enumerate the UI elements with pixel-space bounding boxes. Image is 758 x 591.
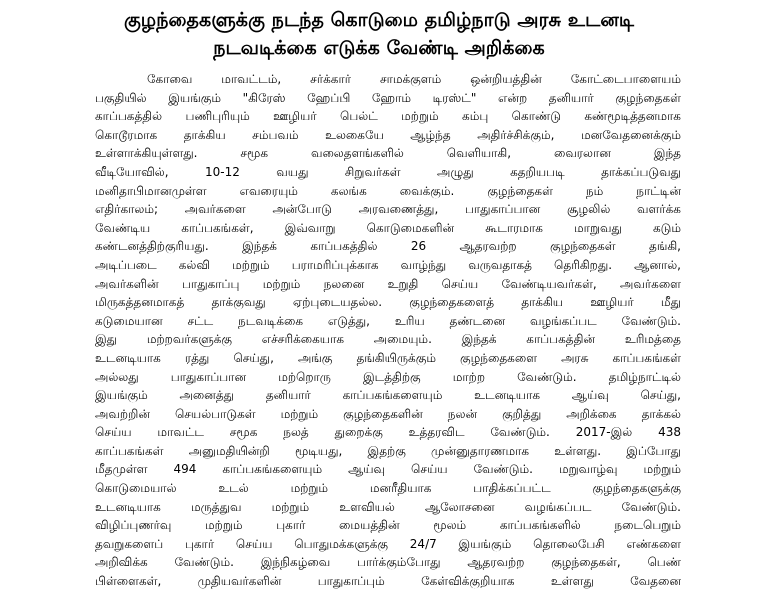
- body-line: கண்டனத்திற்குரியது. இந்தக் காப்பகத்தில் 26 ஆதரவற்ற குழந்தைகள் தங்கி,: [95, 239, 681, 254]
- body-line: காப்பகத்தில் பணிபுரியும் ஊழியர் பெல்ட் மற்றும் கம்பு கொண்டு கண்மூடித்தனமாக: [95, 109, 681, 124]
- body-line: அவர்களின் பாதுகாப்பு மற்றும் நலனை உறுதி செய்ய வேண்டியவர்கள், அவர்களை: [95, 276, 681, 291]
- body-line: மிருகத்தனமாகத் தாக்குவது ஏற்புடையதல்ல. குழந்தைகளைத் தாக்கிய ஊழியர் மீது: [95, 295, 681, 310]
- body-line: விழிப்புணர்வு மற்றும் புகார் மையத்தின் மூலம் காப்பகங்களில் நடைபெறும்: [95, 518, 681, 533]
- body-line: கடுமையான சட்ட நடவடிக்கை எடுத்து, உரிய தண்டனை வழங்கப்பட வேண்டும்.: [95, 313, 681, 328]
- body-line: பகுதியில் இயங்கும் "கிரேஸ் ஹேப்பி ஹோம் டிரஸ்ட்" என்ற தனியார் குழந்தைகள்: [95, 90, 681, 105]
- document-title-line-1: குழந்தைகளுக்கு நடந்த கொடுமை தமிழ்நாடு அரசு உடனடி: [123, 9, 635, 31]
- body-line: உள்ளாக்கியுள்ளது. சமூக வலைதளங்களில் வெளியாகி, வைரலான இந்த: [95, 146, 681, 161]
- body-line: வீடியோவில், 10-12 வயது சிறுவர்கள் அழுது கதறியபடி தாக்கப்படுவது: [95, 164, 681, 179]
- body-line: அல்லது பாதுகாப்பான மற்றொரு இடத்திற்கு மாற்ற வேண்டும். தமிழ்நாட்டில்: [95, 369, 681, 384]
- body-line: எதிர்காலம்; அவர்களை அன்போடு அரவணைத்து, பாதுகாப்பான சூழலில் வளர்க்க: [95, 202, 681, 217]
- body-line: கொடூரமாக தாக்கிய சம்பவம் உலகையே ஆழ்ந்த அதிர்ச்சிக்கும், மனவேதனைக்கும்: [95, 127, 681, 142]
- body-line: மீதமுள்ள 494 காப்பகங்களையும் ஆய்வு செய்ய வேண்டும். மறுவாழ்வு மற்றும்: [95, 462, 681, 477]
- body-line: கோவை மாவட்டம், சர்க்கார் சாமக்குளம் ஒன்றியத்தின் கோட்டைபாளையம்: [147, 72, 681, 86]
- body-line: அறிவிக்க வேண்டும். இந்நிகழ்வை பார்க்கும்போது ஆதரவற்ற குழந்தைகள், பெண்: [95, 555, 681, 570]
- body-line: அடிப்படை கல்வி மற்றும் பராமரிப்புக்காக வாழ்ந்து வருவதாகத் தெரிகிறது. ஆனால்,: [95, 257, 681, 272]
- body-line: உடனடியாக மருத்துவ மற்றும் உளவியல் ஆலோசனை வழங்கப்பட வேண்டும்.: [95, 499, 681, 514]
- body-line: செய்ய மாவட்ட சமூக நலத் துறைக்கு உத்தரவிட வேண்டும். 2017-இல் 438: [95, 425, 681, 440]
- body-line: வேண்டிய காப்பகங்கள், இவ்வாறு கொடுமைகளின் கூடாரமாக மாறுவது கடும்: [95, 220, 681, 235]
- body-line: மனிதாபிமானமுள்ள எவரையும் கலங்க வைக்கும். குழந்தைகள் நம் நாட்டின்: [95, 183, 681, 198]
- body-line: பிள்ளைகள், முதியவர்களின் பாதுகாப்பும் கேள்விக்குறியாக உள்ளது வேதனை: [95, 574, 681, 589]
- body-line: கொடுமையால் உடல் மற்றும் மனரீதியாக பாதிக்கப்பட்ட குழந்தைகளுக்கு: [95, 481, 681, 496]
- body-line: இயங்கும் அனைத்து தனியார் காப்பகங்களையும் உடனடியாக ஆய்வு செய்து,: [95, 388, 681, 403]
- body-line: உடனடியாக ரத்து செய்து, அங்கு தங்கியிருக்கும் குழந்தைகளை அரசு காப்பகங்கள்: [95, 350, 681, 365]
- document-title-line-2: நடவடிக்கை எடுக்க வேண்டி அறிக்கை: [213, 37, 545, 59]
- body-line: தவறுகளைப் புகார் செய்ய பொதுமக்களுக்கு 24/7 இயங்கும் தொலைபேசி எண்களை: [95, 536, 681, 551]
- document-body: [95, 70, 681, 591]
- body-line: காப்பகங்கள் அனுமதியின்றி மூடியது, இதற்கு முன்னுதாரணமாக உள்ளது. இப்போது: [95, 443, 681, 458]
- body-line: இது மற்றவர்களுக்கு எச்சரிக்கையாக அமையும். இந்தக் காப்பகத்தின் உரிமத்தை: [95, 332, 681, 347]
- body-line: அவற்றின் செயல்பாடுகள் மற்றும் குழந்தைகளின் நலன் குறித்து அறிக்கை தாக்கல்: [95, 406, 681, 421]
